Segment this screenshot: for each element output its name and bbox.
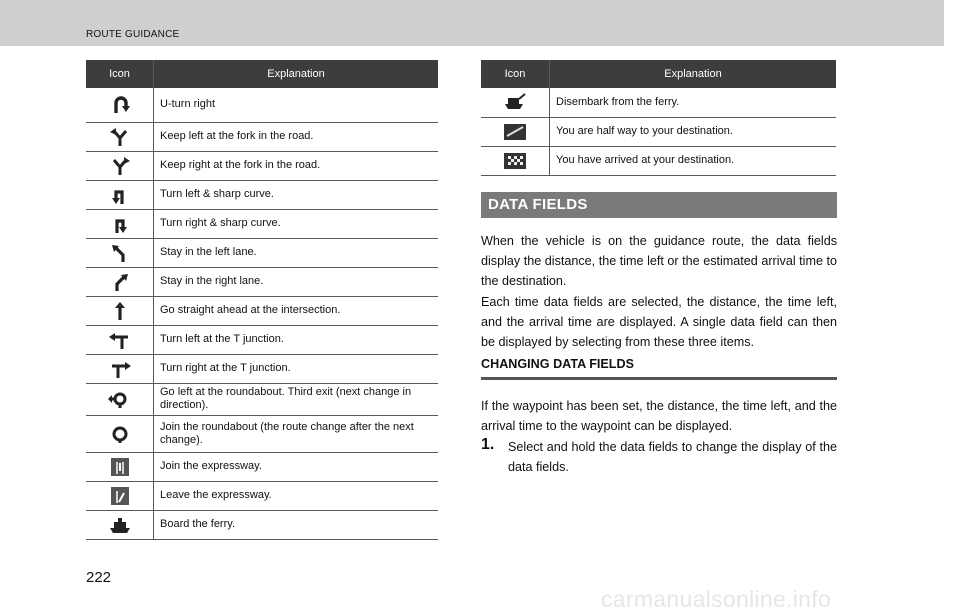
- table-row: [481, 117, 836, 146]
- table-row: [86, 325, 438, 354]
- icon-cell: [86, 383, 154, 415]
- changing-data-fields-heading: CHANGING DATA FIELDS: [481, 357, 837, 380]
- table-row: [86, 383, 438, 415]
- icon-cell: [86, 267, 154, 296]
- stay-right-lane-icon: [108, 272, 132, 292]
- disembark-ferry-icon: [503, 92, 527, 112]
- icon-cell: [481, 146, 550, 175]
- table-row: [86, 180, 438, 209]
- u-turn-right-icon: [108, 95, 132, 115]
- icon-cell: [481, 88, 550, 117]
- explanation-cell: Keep left at the fork in the road.: [154, 122, 439, 151]
- table-row: [86, 238, 438, 267]
- board-ferry-icon: [108, 515, 132, 535]
- step-text: Select and hold the data fields to change the display of the data fields.: [508, 440, 837, 474]
- stay-left-lane-icon: [108, 243, 132, 263]
- table-row: [86, 296, 438, 325]
- explanation-cell: Stay in the right lane.: [154, 267, 439, 296]
- icon-cell: [86, 122, 154, 151]
- data-fields-heading: DATA FIELDS: [488, 196, 588, 213]
- watermark: carmanualsonline.info: [601, 586, 832, 612]
- table-row: [86, 354, 438, 383]
- leave-expressway-icon: [108, 486, 132, 506]
- icon-cell: [86, 510, 154, 539]
- table-row: [86, 88, 438, 122]
- explanation-cell: Keep right at the fork in the road.: [154, 151, 439, 180]
- step-number: 1.: [481, 436, 495, 453]
- icon-cell: [86, 481, 154, 510]
- explanation-cell: Turn right at the T junction.: [154, 354, 439, 383]
- explanation-column-header: Explanation: [154, 60, 439, 88]
- keep-left-fork-icon: [108, 127, 132, 147]
- icon-cell: [86, 88, 154, 122]
- icon-table-left: [86, 60, 438, 540]
- explanation-cell: Disembark from the ferry.: [550, 88, 837, 117]
- roundabout-left-icon: [108, 389, 132, 409]
- explanation-cell: Board the ferry.: [154, 510, 439, 539]
- explanation-cell: Go straight ahead at the intersection.: [154, 296, 439, 325]
- explanation-cell: Go left at the roundabout. Third exit (next change in direction).: [154, 383, 439, 415]
- icon-cell: [86, 238, 154, 267]
- explanation-column-header: Explanation: [550, 60, 837, 88]
- t-junction-right-icon: [108, 359, 132, 379]
- icon-cell: [86, 325, 154, 354]
- explanation-cell: Turn left & sharp curve.: [154, 180, 439, 209]
- icon-cell: [481, 117, 550, 146]
- header-bar: [0, 0, 944, 46]
- halfway-flag-icon: [503, 122, 527, 142]
- icon-table-right: [481, 60, 836, 176]
- icon-cell: [86, 209, 154, 238]
- table-row: [481, 146, 836, 175]
- t-junction-left-icon: [108, 330, 132, 350]
- icon-cell: [86, 180, 154, 209]
- table-row: [86, 510, 438, 539]
- checkered-flag-icon: [503, 151, 527, 171]
- roundabout-join-icon: [108, 424, 132, 444]
- explanation-cell: Stay in the left lane.: [154, 238, 439, 267]
- icon-cell: [86, 151, 154, 180]
- data-fields-heading-bar: [481, 192, 837, 218]
- icon-column-header: Icon: [481, 60, 550, 88]
- table-row: [86, 415, 438, 452]
- table-row: [86, 209, 438, 238]
- explanation-cell: Join the roundabout (the route change after the next change).: [154, 415, 439, 452]
- changing-paragraph: If the waypoint has been set, the distance, the time left, and the arrival time to the waypoint can be displayed.: [481, 399, 837, 433]
- go-straight-icon: [108, 301, 132, 321]
- turn-right-sharp-icon: [108, 214, 132, 234]
- icon-cell: [86, 452, 154, 481]
- explanation-cell: Turn right & sharp curve.: [154, 209, 439, 238]
- table-row: [86, 481, 438, 510]
- icon-column-header: Icon: [86, 60, 154, 88]
- table-row: [86, 151, 438, 180]
- explanation-cell: U-turn right: [154, 88, 439, 122]
- keep-right-fork-icon: [108, 156, 132, 176]
- icon-cell: [86, 415, 154, 452]
- table-row: [86, 122, 438, 151]
- explanation-cell: Leave the expressway.: [154, 481, 439, 510]
- table-row: [86, 452, 438, 481]
- table-header-row: [86, 60, 438, 88]
- table-row: [481, 88, 836, 117]
- section-header: ROUTE GUIDANCE: [86, 29, 180, 40]
- turn-left-sharp-icon: [108, 185, 132, 205]
- icon-cell: [86, 354, 154, 383]
- join-expressway-icon: [108, 457, 132, 477]
- data-fields-paragraph-1: When the vehicle is on the guidance route, the data fields display the distance, the time left or the estimated arrival time to the destination.: [481, 234, 837, 288]
- explanation-cell: You have arrived at your destination.: [550, 146, 837, 175]
- page-number: 222: [86, 569, 112, 586]
- explanation-cell: Turn left at the T junction.: [154, 325, 439, 354]
- explanation-cell: You are half way to your destination.: [550, 117, 837, 146]
- data-fields-paragraph-2: Each time data fields are selected, the distance, the time left, and the arrival time are displayed. A single data field can then be displayed by selecting from these three items.: [481, 295, 837, 349]
- icon-cell: [86, 296, 154, 325]
- table-header-row: [481, 60, 836, 88]
- explanation-cell: Join the expressway.: [154, 452, 439, 481]
- table-row: [86, 267, 438, 296]
